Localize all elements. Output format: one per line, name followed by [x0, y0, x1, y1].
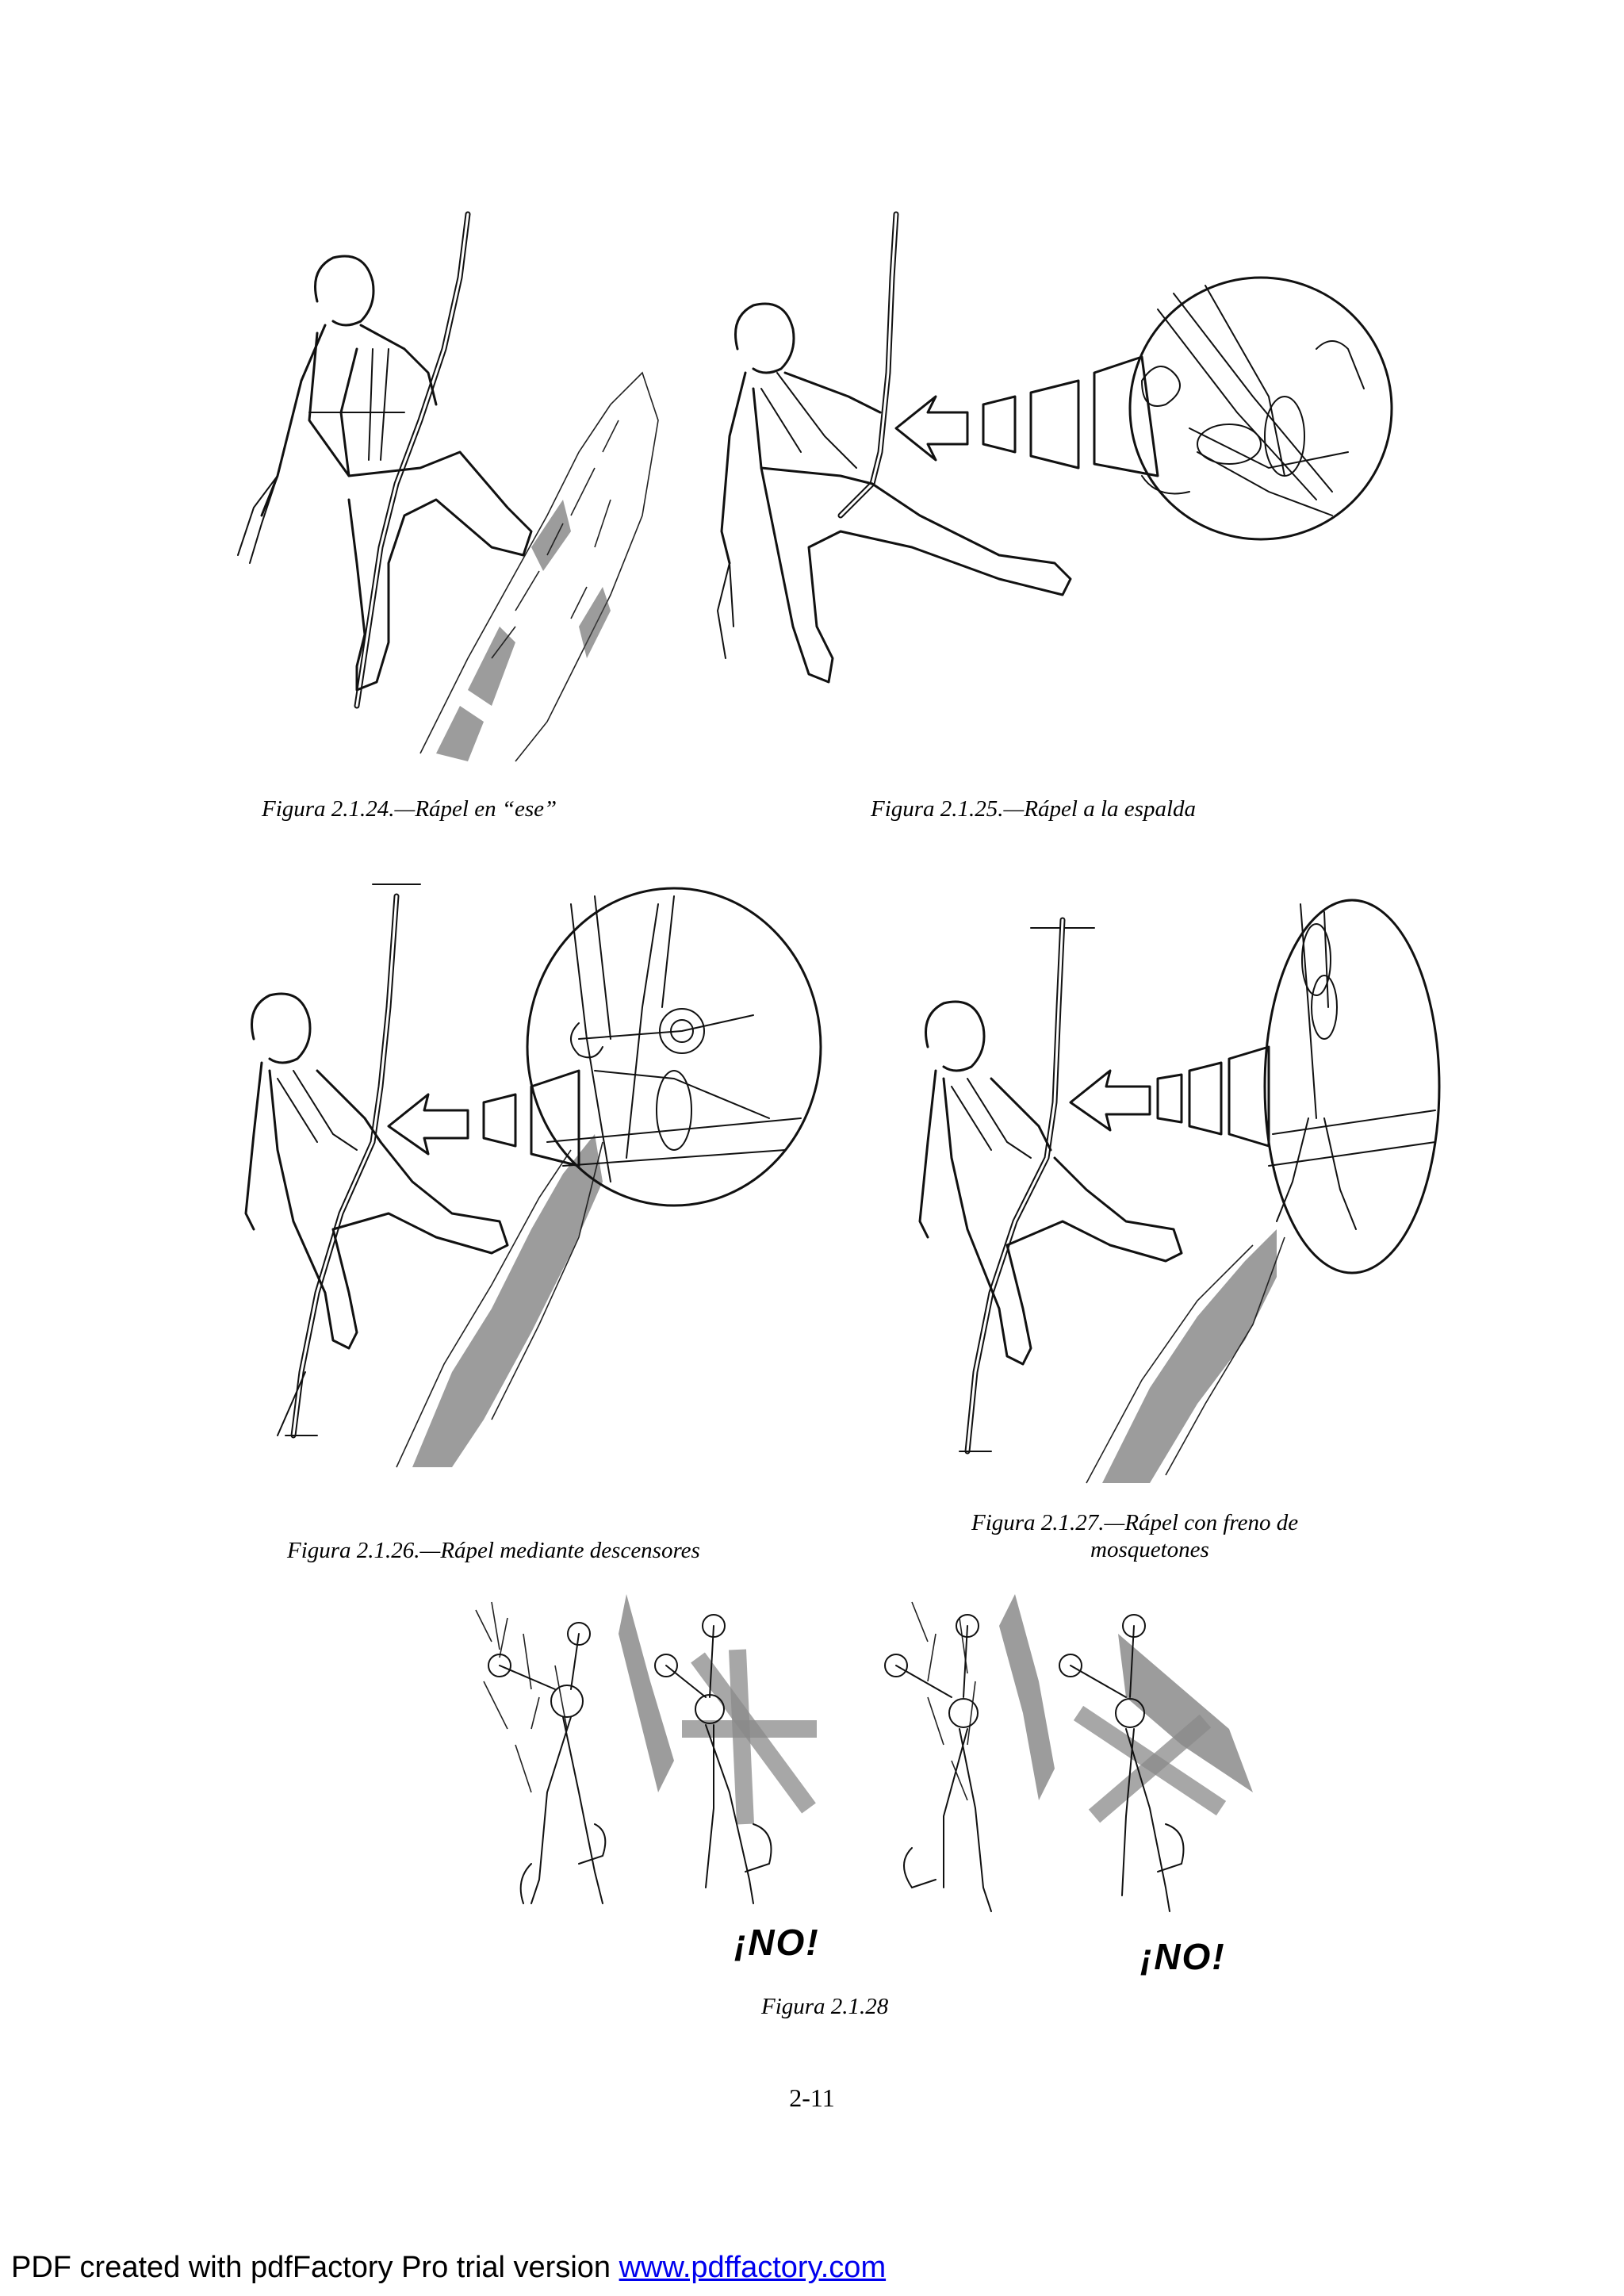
pdf-footer — [11, 2251, 886, 2285]
figure-2-1-24-caption: Figura 2.1.24.—Rápel en “ese” — [262, 796, 557, 822]
figure-2-1-27-caption-line-1: Figura 2.1.27.—Rápel con freno de — [971, 1510, 1299, 1535]
figure-2-1-25-illustration — [714, 214, 1411, 738]
figure-2-1-27-caption-line-2: mosquetones — [1090, 1537, 1209, 1562]
figure-2-1-28-caption: Figura 2.1.28 — [761, 1994, 889, 2019]
warning-label-no-1: ¡NO! — [734, 1922, 820, 1963]
figure-2-1-27-illustration — [912, 849, 1419, 1483]
figure-2-1-28-illustration — [468, 1586, 1285, 1927]
figure-2-1-26-illustration — [230, 880, 833, 1467]
footer-link[interactable]: www.pdffactory.com — [619, 2251, 887, 2284]
figure-2-1-25-caption: Figura 2.1.25.—Rápel a la espalda — [871, 796, 1197, 822]
figure-2-1-24-illustration — [230, 214, 674, 769]
footer-text: PDF created with pdfFactory Pro trial version — [11, 2251, 619, 2284]
figure-2-1-26-caption: Figura 2.1.26.—Rápel mediante descensores — [287, 1538, 700, 1563]
page-number: 2-11 — [789, 2083, 835, 2112]
warning-label-no-2: ¡NO! — [1140, 1936, 1226, 1977]
